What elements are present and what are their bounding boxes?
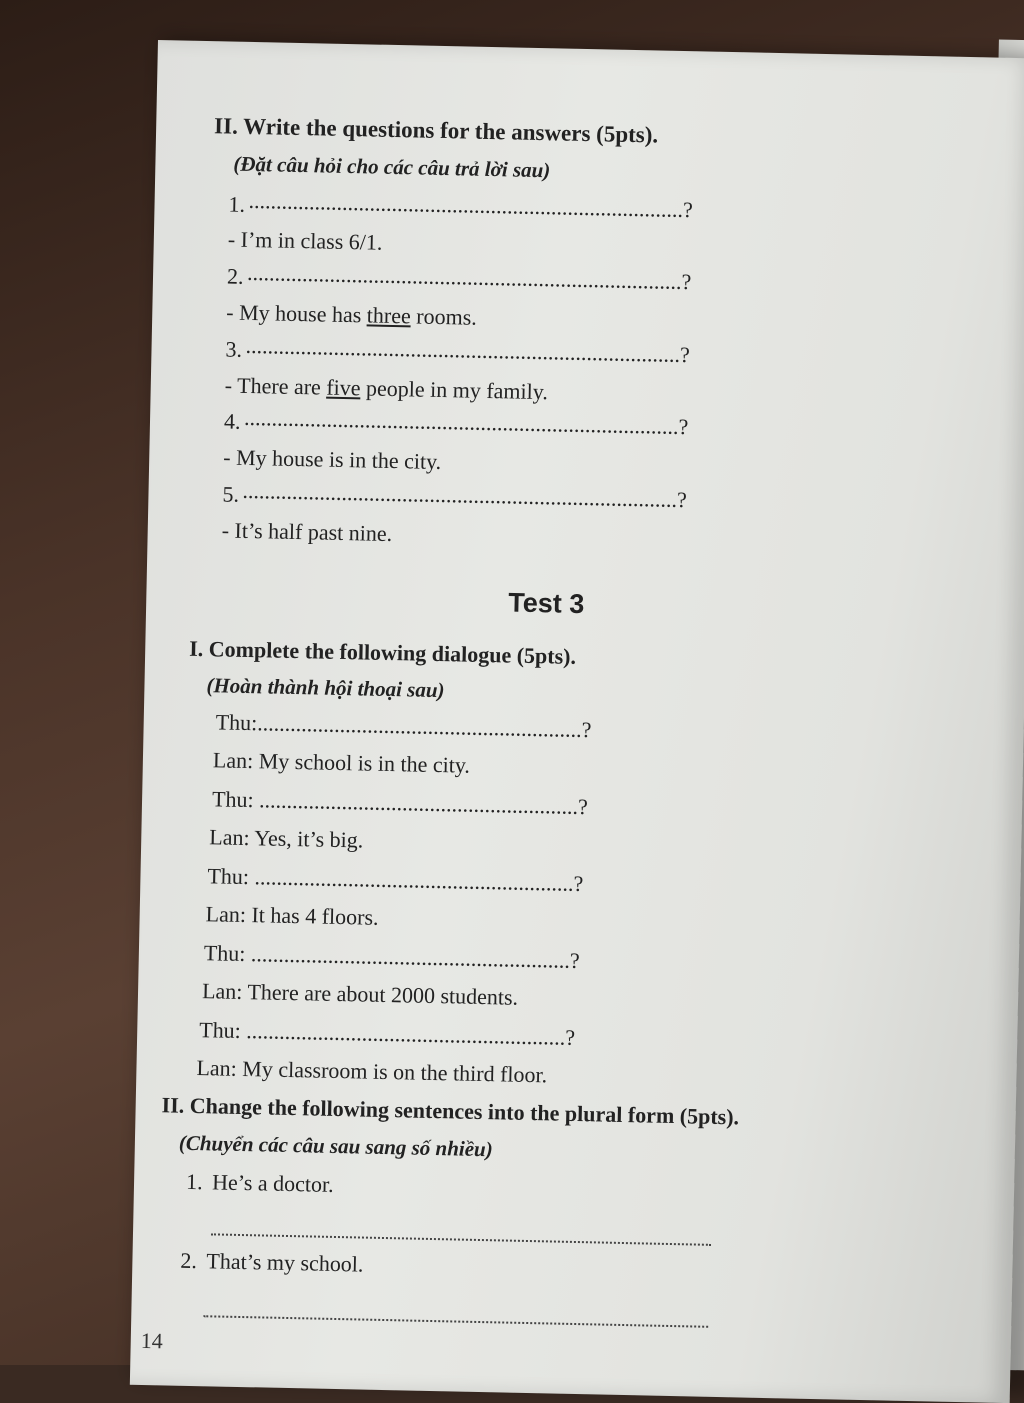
answer-text-part: rooms. [410,303,478,330]
page-number: 14 [140,1327,164,1354]
lan-line: Lan: Yes, it’s big. [209,824,364,853]
answer-line[interactable] [203,1313,708,1328]
answer-text-part: - I’m in class 6/1. [227,226,383,255]
answer-text [221,517,392,547]
question-number: 2. [226,263,244,289]
answer-text-part: - My house has [226,299,368,328]
underlined-word: three [366,302,412,329]
test-title: Test 3 [507,587,585,620]
part2-subheading: (Chuyển các câu sau sang số nhiều) [178,1130,493,1162]
question-number: 1. [228,191,246,217]
plural-item-text: That’s my school. [206,1248,364,1277]
lan-line: Lan: My school is in the city. [212,747,471,778]
answer-text [225,372,549,405]
question-number: 3. [225,336,243,362]
answer-text [226,299,477,330]
answer-line[interactable] [211,1231,711,1245]
question-number: 4. [223,408,241,434]
thu-line[interactable]: Thu: ..........................................................? [211,786,589,820]
question-blank[interactable]: ...............................................................................? [243,404,689,440]
answer-text-part: people in my family. [360,375,549,405]
plural-item-number: 2. [180,1247,198,1274]
plural-item-text: He’s a doctor. [211,1169,334,1197]
question-blank[interactable]: ...............................................................................? [245,332,691,368]
thu-line[interactable]: Thu: ..........................................................? [199,1017,576,1050]
page-content [130,40,1024,1403]
thu-line[interactable]: Thu:...........................................................? [215,709,592,743]
question-blank[interactable]: ...............................................................................? [248,187,694,223]
answer-text [223,444,441,475]
question-number: 5. [222,481,240,507]
section-subheading: (Đặt câu hỏi cho các câu trả lời sau) [233,151,551,183]
answer-text-part: - It’s half past nine. [221,517,393,547]
question-blank[interactable]: ...............................................................................? [242,477,688,513]
lan-line: Lan: My classroom is on the third floor. [196,1055,548,1088]
answer-text [228,227,383,256]
question-blank[interactable]: ...............................................................................? [246,259,692,295]
workbook-page [130,40,1024,1403]
section-heading: II. Write the questions for the answers (5pts). [213,113,659,148]
thu-line[interactable]: Thu: ..........................................................? [203,940,580,974]
lan-line: Lan: There are about 2000 students. [201,978,519,1010]
part1-subheading: (Hoàn thành hội thoại sau) [206,673,445,703]
plural-item-number: 1. [185,1168,203,1195]
underlined-word: five [326,374,361,401]
part1-heading: I. Complete the following dialogue (5pts). [189,635,577,669]
answer-text-part: - My house is in the city. [223,444,442,475]
answer-text-part: - There are [224,372,327,400]
part2-heading: II. Change the following sentences into the plural form (5pts). [161,1092,740,1130]
thu-line[interactable]: Thu: ..........................................................? [207,863,584,897]
lan-line: Lan: It has 4 floors. [205,901,379,930]
